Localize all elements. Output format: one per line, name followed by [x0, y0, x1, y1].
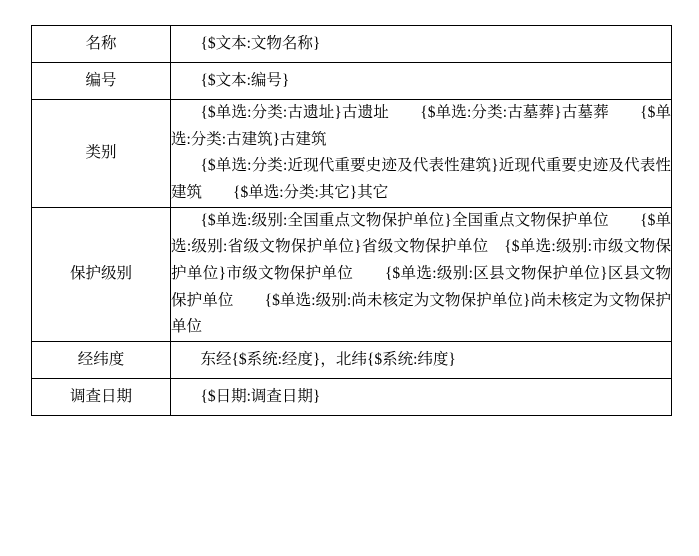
row-value-number[interactable] [171, 63, 672, 100]
table-row [32, 207, 672, 341]
row-value-survey-date[interactable] [171, 378, 672, 415]
row-label-protection-level: 保护级别 [32, 207, 171, 341]
table-row [32, 378, 672, 415]
row-value-category[interactable] [171, 100, 672, 208]
table-row [32, 341, 672, 378]
table-body [32, 26, 672, 416]
row-label-number: 编号 [32, 63, 171, 100]
row-label-name: 名称 [32, 26, 171, 63]
table-row [32, 100, 672, 208]
row-value-coordinates[interactable] [171, 341, 672, 378]
field-placeholder-text: {$文本:文物名称} [200, 34, 321, 52]
table-row [32, 26, 672, 63]
cultural-relic-form-table [31, 25, 672, 416]
category-options-line-1: {$单选:分类:古遗址}古遗址 {$单选:分类:古墓葬}古墓葬 {$单选:分类:古建筑}古建筑 [171, 104, 671, 148]
category-options-line-2: {$单选:分类:近现代重要史迹及代表性建筑}近现代重要史迹及代表性建筑 {$单选:分类:其它}其它 [171, 157, 671, 201]
row-label-survey-date: 调查日期 [32, 378, 171, 415]
field-placeholder-text: {$文本:编号} [200, 71, 290, 89]
row-label-category: 类别 [32, 100, 171, 208]
table-row [32, 63, 672, 100]
row-label-coordinates: 经纬度 [32, 341, 171, 378]
row-value-protection-level[interactable] [171, 207, 672, 341]
protection-level-options: {$单选:级别:全国重点文物保护单位}全国重点文物保护单位 {$单选:级别:省级文物保护单位}省级文物保护单位 {$单选:级别:市级文物保护单位}市级文物保护单位 {$单选:级别:区县文物保护单位}区县文物保护单位 {$单选:级别:尚未核定为文物保护单位}尚未核定为文物保护单位 [171, 211, 671, 336]
row-value-name[interactable] [171, 26, 672, 63]
date-placeholder-text: {$日期:调查日期} [200, 387, 321, 405]
coordinates-placeholder-text: 东经{$系统:经度}，北纬{$系统:纬度} [200, 350, 456, 368]
